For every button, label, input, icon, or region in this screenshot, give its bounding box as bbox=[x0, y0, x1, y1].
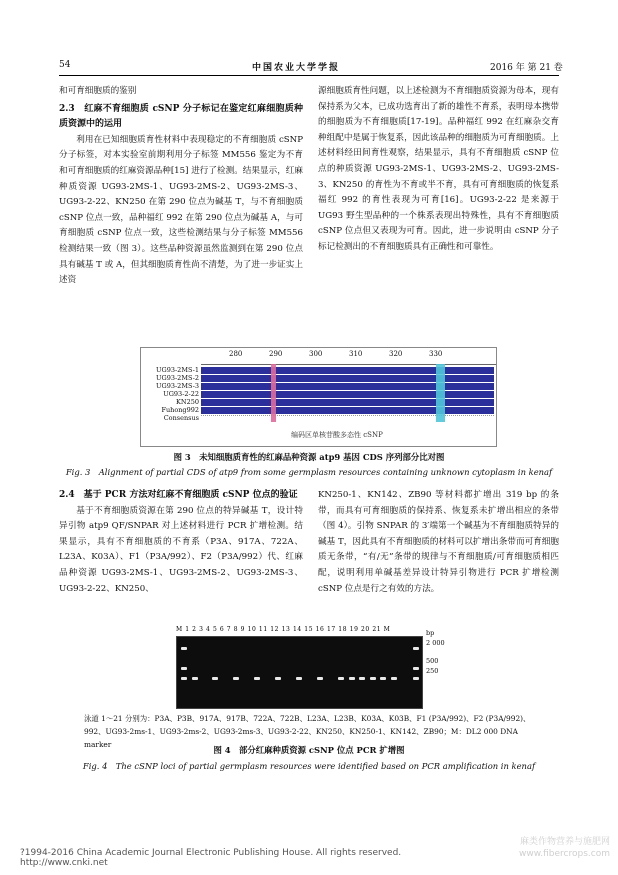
right-body-2: KN250-1、KN142、ZB90 等材料都扩增出 319 bp 的条带，而具有可育细胞质的保持系、恢复系未扩增出相应的条带（图 4）。引物 SNPAR 的 3′端第一个碱基为不育细胞质特异的碱基 T，因此具有不育细胞质的材料可以扩增出条带而可育细胞质无条带，“有/无”条带的规律与不育细胞质/可育细胞质相匹配，说明利用单碱基差异设计特异引物进行 PCR 扩增检测 cSNP 位点是行之有效的方法。 bbox=[318, 490, 559, 594]
journal-title: 中国农业大学学报 bbox=[252, 63, 341, 73]
pcr-band bbox=[275, 677, 281, 680]
right-column-2 bbox=[318, 488, 559, 597]
marker-band bbox=[181, 667, 187, 670]
figure-4-gel bbox=[176, 636, 423, 709]
variant-highlight bbox=[436, 364, 445, 422]
row-label: UG93-2MS-1 bbox=[156, 366, 199, 374]
section-2-3-title: 2.3 红麻不育细胞质 cSNP 分子标记在鉴定红麻细胞质种质资源中的运用 bbox=[59, 103, 303, 130]
sequence-row bbox=[201, 367, 494, 374]
row-label: KN250 bbox=[176, 398, 199, 406]
tick-280: 280 bbox=[229, 350, 243, 358]
left-column-1 bbox=[59, 84, 303, 289]
watermark: 麻类作物营养与施肥网 www.fibercrops.com bbox=[519, 837, 610, 859]
section-2-3-body: 利用在已知细胞质育性材料中表现稳定的不育细胞质 cSNP 分子标签，对本实验室前期利用分子标签 MM556 鉴定为不育和可育细胞质的红麻资源品种[15] 进行了检测。结果显示，红麻种质资源 UG93-2MS-1、UG93-2MS-2、UG93-2MS-3、UG93-2-22、KN250 在第 290 位点为碱基 T，与不育细胞质 cSNP 位点一致，品种福红 992 在第 290 位点为碱基 A，与可育细胞质 cSNP 位点一致，这些检测结果与分子标签 MM556 检测结果一致（图 3）。这些品种资源虽然监测到在第 290 位点具有碱基 T 或 A，但其细胞质育性尚不清楚，为了进一步证实上述资 bbox=[59, 134, 303, 286]
marker-band bbox=[181, 677, 187, 680]
figure-4-legend: 泳道 1～21 分别为：P3A、P3B、917A、917B、722A、722B、L23A、L23B、K03A、K03B、F1 (P3A/992)、F2 (P3A/992)、992、UG93-2ms-1、UG93-2ms-2、UG93-2ms-3、UG93-2-22、KN250、KN250-1、KN142、ZB90；M：DL2 000 DNA marker bbox=[84, 714, 531, 749]
page-number: 54 bbox=[59, 60, 71, 70]
figure-4-caption-cn: 图 4 部分红麻种质资源 cSNP 位点 PCR 扩增图 bbox=[213, 745, 405, 755]
tick-330: 330 bbox=[429, 350, 443, 358]
pcr-band bbox=[349, 677, 355, 680]
right-body-1: 源细胞质育性问题，以上述检测为不育细胞质资源为母本，现有保持系为父本，已成功选育出了新的雄性不育系，表明母本携带的细胞质为不育细胞质[17-19]。品种福红 992 在红麻杂交育种组配中是属于恢复系，因此该品种的细胞质为可育细胞质。上述材料经田间育性观察，结果显示，具有不育细胞质 cSNP 位点的种质资源 UG93-2MS-1、UG93-2MS-2、UG93-2MS-3、KN250 的育性为不育或半不育，具有可育细胞质的恢复系福红 992 的育性表现为可育[16]。UG93-2-22 是来源于 UG93 野生型品种的一个株系表现出特殊性，具有不育细胞质 cSNP 位点但又表现为可育。因此，进一步说明由 cSNP 分子标记检测出的不育细胞质具有正确性和可靠性。 bbox=[318, 86, 559, 252]
sequence-row bbox=[201, 391, 494, 398]
row-label: UG93-2MS-2 bbox=[156, 374, 199, 382]
row-label: UG93-2-22 bbox=[163, 390, 199, 398]
bp-2000: 2 000 bbox=[426, 639, 445, 647]
pcr-band bbox=[296, 677, 302, 680]
pcr-band bbox=[254, 677, 260, 680]
tick-320: 320 bbox=[389, 350, 403, 358]
pcr-band bbox=[192, 677, 198, 680]
sequence-row bbox=[201, 407, 494, 414]
marker-band bbox=[413, 677, 419, 680]
section-2-4-body: 基于不育细胞质资源在第 290 位点的特异碱基 T，设计特异引物 atp9 QF/SNPAR 对上述材料进行 PCR 扩增检测。结果显示，具有不育细胞质的不育系（P3A、917A、722A、L23A、K03A）、F1（P3A/992）、F2（P3A/992）代、红麻品种资源 UG93-2MS-1、UG93-2MS-2、UG93-2MS-3、UG93-2-22、KN250、 bbox=[59, 505, 303, 594]
pcr-band bbox=[212, 677, 218, 680]
figure-3-caption-cn: 图 3 未知细胞质育性的红麻品种资源 atp9 基因 CDS 序列部分比对图 bbox=[173, 452, 445, 462]
pcr-band bbox=[359, 677, 365, 680]
cSNP-highlight-290 bbox=[271, 364, 276, 422]
tick-300: 300 bbox=[309, 350, 323, 358]
figure-4-caption-en: Fig. 4 The cSNP loci of partial germplasm resources were identified based on PCR amplification in kenaf bbox=[82, 761, 536, 771]
marker-band bbox=[413, 647, 419, 650]
row-label: Fuhong992 bbox=[161, 406, 199, 414]
row-label: UG93-2MS-3 bbox=[156, 382, 199, 390]
bp-unit: bp bbox=[426, 629, 435, 637]
figure-3-alignment bbox=[140, 347, 497, 447]
lane-numbers: M 1 2 3 4 5 6 7 8 9 10 11 12 13 14 15 16 17 18 19 20 21 M bbox=[176, 626, 391, 633]
pcr-band bbox=[391, 677, 397, 680]
section-2-4-title: 2.4 基于 PCR 方法对红麻不育细胞质 cSNP 位点的验证 bbox=[59, 490, 298, 500]
row-label: Consensus bbox=[163, 414, 199, 422]
tick-290: 290 bbox=[269, 350, 283, 358]
left-column-2 bbox=[59, 488, 303, 597]
year-volume: 2016 年 第 21 卷 bbox=[490, 63, 563, 73]
pcr-band bbox=[338, 677, 344, 680]
cSNP-annotation: 编码区单核苷酸多态性 cSNP bbox=[291, 431, 383, 439]
pcr-band bbox=[317, 677, 323, 680]
sequence-row bbox=[201, 399, 494, 406]
bp-250: 250 bbox=[426, 667, 439, 675]
bp-scale bbox=[426, 628, 445, 676]
bp-500: 500 bbox=[426, 657, 439, 665]
pcr-band bbox=[380, 677, 386, 680]
sequence-row bbox=[201, 375, 494, 382]
consensus-row bbox=[201, 415, 494, 423]
pcr-band bbox=[370, 677, 376, 680]
marker-band bbox=[413, 667, 419, 670]
header-rule bbox=[59, 75, 559, 76]
copyright-footer: ?1994-2016 China Academic Journal Electronic Publishing House. All rights reserved. http://www.cnki.net bbox=[20, 848, 402, 868]
continued-line: 和可育细胞质的鉴别 bbox=[59, 86, 137, 96]
pcr-band bbox=[233, 677, 239, 680]
right-column-1 bbox=[318, 84, 559, 256]
tick-310: 310 bbox=[349, 350, 363, 358]
sequence-row bbox=[201, 383, 494, 390]
marker-band bbox=[181, 647, 187, 650]
figure-3-caption-en: Fig. 3 Alignment of partial CDS of atp9 from some germplasm resources containing unknown cytoplasm in kenaf bbox=[65, 467, 553, 477]
position-ruler bbox=[201, 348, 496, 365]
